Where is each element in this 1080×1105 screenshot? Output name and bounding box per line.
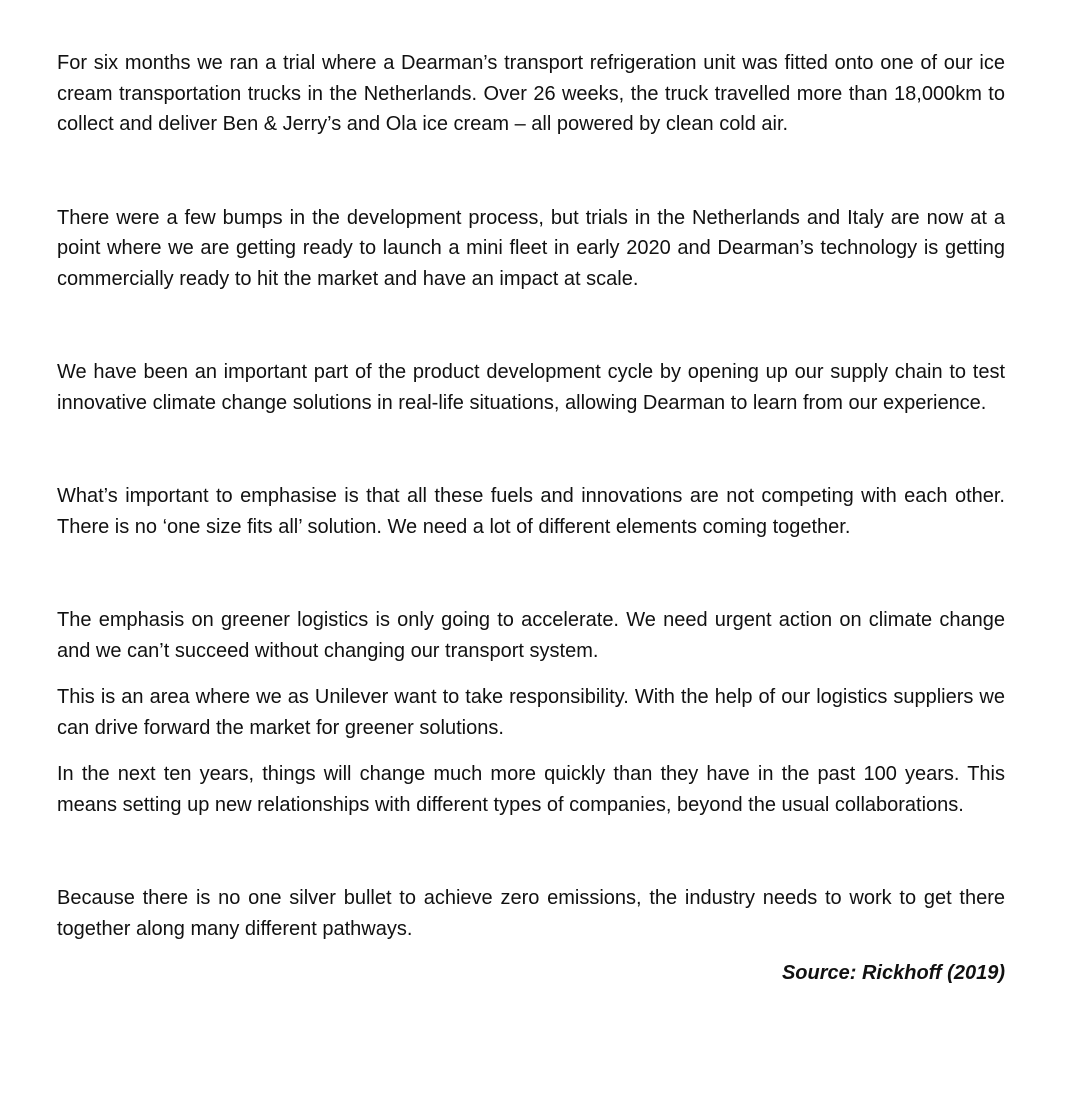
paragraph-no-one-size: What’s important to emphasise is that all these fuels and innovations are not competing with each other. There is no ‘one size fits all’ solution. We need a lot of different elements coming together.	[57, 485, 1005, 538]
paragraph-next-ten-years: In the next ten years, things will change much more quickly than they have in the past 100 years. This means setting up new relationships with different types of companies, beyond the usual collaborations.	[57, 763, 1005, 816]
paragraph-dearman-trial: For six months we ran a trial where a Dearman’s transport refrigeration unit was fitted onto one of our ice cream transportation trucks in the Netherlands. Over 26 weeks, the truck travelled more than 18,000km to collect and deliver Ben & Jerry’s and Ola ice cream – all powered by clean cold air.	[57, 52, 1005, 135]
paragraph-unilever-responsibility: This is an area where we as Unilever want to take responsibility. With the help of our logistics suppliers we can drive forward the market for greener solutions.	[57, 686, 1005, 739]
paragraph-greener-logistics: The emphasis on greener logistics is only going to accelerate. We need urgent action on climate change and we can’t succeed without changing our transport system.	[57, 609, 1005, 662]
paragraph-silver-bullet: Because there is no one silver bullet to achieve zero emissions, the industry needs to work to get there together along many different pathways.	[57, 887, 1005, 940]
paragraph-product-development: We have been an important part of the product development cycle by opening up our supply chain to test innovative climate change solutions in real-life situations, allowing Dearman to learn from our experience.	[57, 361, 1005, 414]
document-page	[57, 48, 1005, 989]
paragraph-development-process: There were a few bumps in the development process, but trials in the Netherlands and Italy are now at a point where we are getting ready to launch a mini fleet in early 2020 and Dearman’s technology is getting commercially ready to hit the market and have an impact at scale.	[57, 206, 1005, 290]
source-citation: Source: Rickhoff (2019)	[781, 962, 1005, 984]
